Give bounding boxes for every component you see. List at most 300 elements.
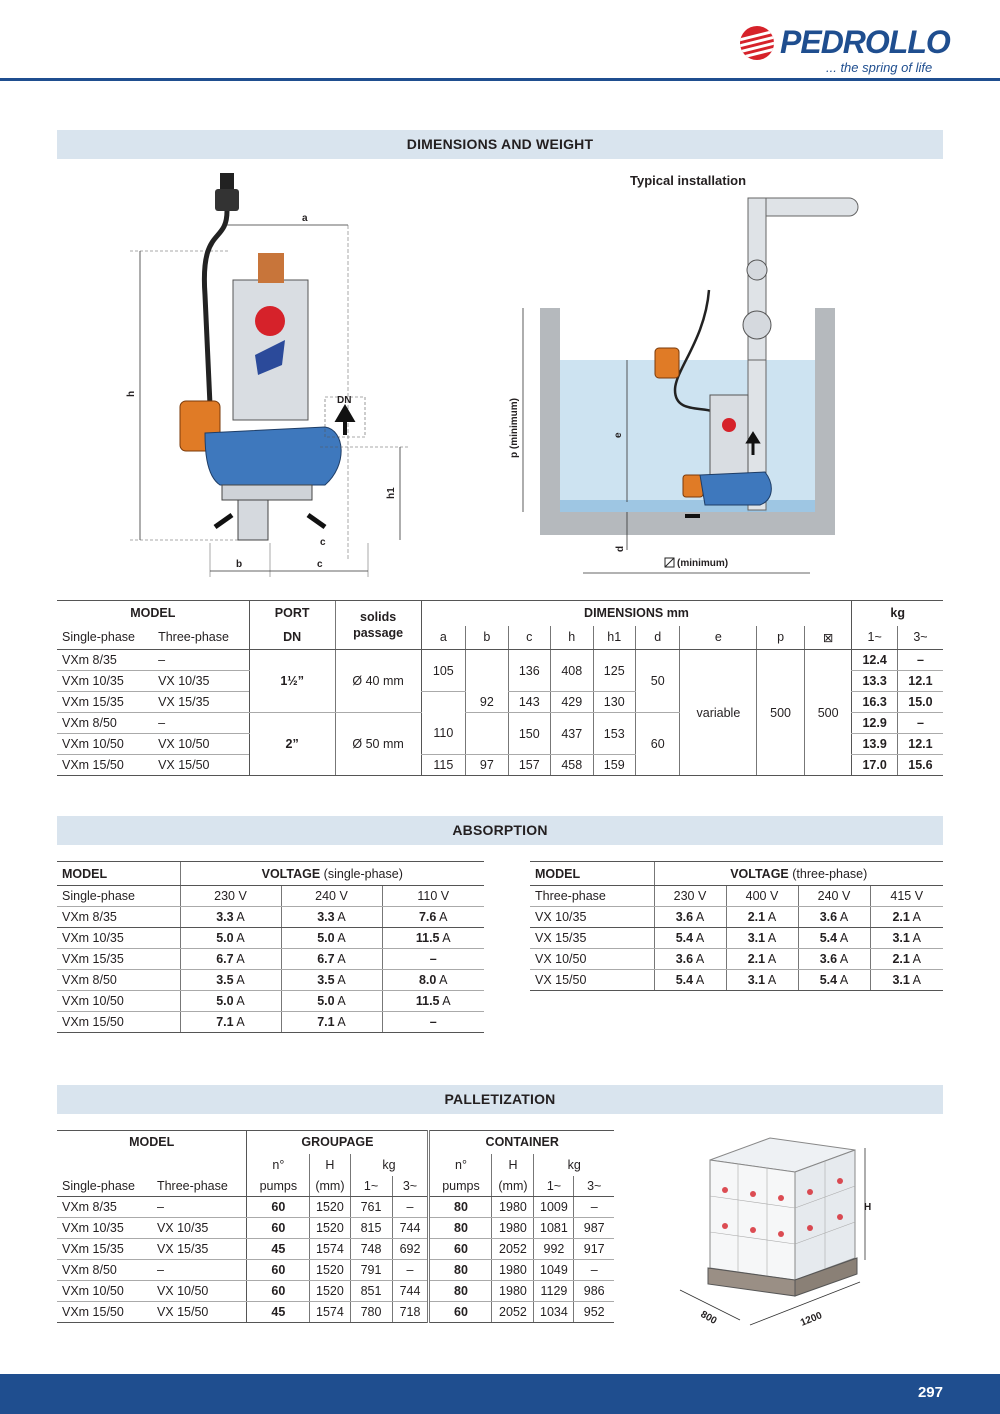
current-cell — [798, 907, 870, 928]
model-three: VX 10/35 — [153, 671, 249, 692]
current-value: 3.6 — [675, 910, 694, 924]
header-groupage: GROUPAGE — [247, 1131, 429, 1154]
current-cell — [180, 1012, 281, 1033]
current-cell — [281, 991, 382, 1012]
current-value: 11.5 — [415, 994, 440, 1008]
current-value: 2.1 — [892, 952, 910, 966]
dim-h1: 153 — [593, 713, 635, 755]
container-value: 917 — [574, 1239, 614, 1260]
table-row — [57, 1260, 614, 1281]
weight-1: 17.0 — [852, 755, 898, 776]
current-value: 3.1 — [747, 931, 766, 945]
voltage-col: 240 V — [281, 886, 382, 907]
container-value: 992 — [534, 1239, 574, 1260]
current-cell — [654, 907, 726, 928]
current-unit: A — [439, 910, 448, 924]
header-n: n° — [247, 1154, 310, 1176]
model: VX 10/50 — [530, 949, 654, 970]
container-value: 60 — [429, 1239, 492, 1260]
container-value: 80 — [429, 1260, 492, 1281]
groupage-value: – — [392, 1197, 429, 1218]
col-a: a — [421, 626, 466, 650]
model: VX 10/35 — [530, 907, 654, 928]
page-number: 297 — [917, 1384, 943, 1401]
dim-c: 136 — [508, 650, 550, 692]
current-unit: A — [337, 910, 346, 924]
current-value: 5.0 — [216, 931, 234, 945]
groupage-value: – — [392, 1260, 429, 1281]
current-value: 2.1 — [892, 910, 910, 924]
current-value: 3.1 — [892, 973, 910, 987]
weight-3: 15.0 — [897, 692, 943, 713]
dim-b: 97 — [466, 755, 508, 776]
current-value: 2.1 — [747, 910, 766, 924]
header-kg-1: 1~ — [534, 1176, 574, 1197]
current-value: 7.6 — [418, 910, 437, 924]
current-unit: A — [439, 973, 448, 987]
model-single: VXm 15/35 — [57, 1239, 152, 1260]
groupage-value: 1574 — [310, 1302, 350, 1323]
dim-e: variable — [680, 650, 757, 776]
current-value: 6.7 — [216, 952, 234, 966]
current-unit: A — [912, 931, 922, 945]
weight-3: 15.6 — [897, 755, 943, 776]
model-single: VXm 15/50 — [57, 1302, 152, 1323]
dim-c: 157 — [508, 755, 550, 776]
current-unit: A — [236, 952, 245, 966]
model: VX 15/35 — [530, 928, 654, 949]
header-model: MODEL — [57, 601, 249, 626]
header-port: PORT — [249, 601, 335, 626]
current-cell — [798, 928, 870, 949]
current-value: 6.7 — [317, 952, 335, 966]
footer-bar — [0, 1374, 1000, 1414]
table-row — [57, 970, 484, 991]
header-voltage-label: VOLTAGE — [730, 866, 789, 881]
model-single: VXm 8/35 — [57, 1197, 152, 1218]
dim-label-h1: h1 — [386, 487, 397, 499]
dim-label-b: b — [236, 559, 243, 570]
table-row — [57, 949, 484, 970]
dim-d: 50 — [635, 650, 680, 713]
pump-dimension-drawing — [120, 165, 420, 585]
pallet-height-label: H — [864, 1202, 872, 1213]
dim-label-d: d — [615, 545, 626, 552]
header-pumps: pumps — [247, 1176, 310, 1197]
table-row — [57, 1218, 614, 1239]
groupage-value: 744 — [392, 1281, 429, 1302]
current-unit: A — [767, 910, 777, 924]
typical-installation-drawing — [505, 190, 875, 580]
current-unit: A — [337, 931, 346, 945]
current-unit: A — [839, 952, 849, 966]
dim-d: 60 — [635, 713, 680, 776]
groupage-value: 45 — [247, 1302, 310, 1323]
container-value: 1049 — [534, 1260, 574, 1281]
current-cell — [726, 928, 798, 949]
model-three: – — [152, 1197, 247, 1218]
absorption-single-rows — [57, 907, 484, 1033]
current-value: 3.6 — [675, 952, 694, 966]
current-value: – — [382, 949, 484, 970]
container-value: 80 — [429, 1281, 492, 1302]
weight-1: 12.4 — [852, 650, 898, 671]
current-cell — [180, 907, 281, 928]
model-three: – — [153, 650, 249, 671]
header-dn: DN — [249, 626, 335, 650]
groupage-value: 60 — [247, 1197, 310, 1218]
header-rule — [0, 78, 1000, 81]
container-value: 986 — [574, 1281, 614, 1302]
current-unit: A — [337, 1015, 346, 1029]
current-cell — [281, 907, 382, 928]
current-unit: A — [236, 973, 245, 987]
current-unit: A — [337, 952, 346, 966]
col-kg-3: 3~ — [897, 626, 943, 650]
brand-name: PEDROLLO — [780, 24, 950, 60]
groupage-value: 791 — [350, 1260, 392, 1281]
groupage-value: 744 — [392, 1218, 429, 1239]
table-row — [57, 1302, 614, 1323]
pedrollo-logo-mark — [740, 26, 774, 60]
col-h: h — [551, 626, 593, 650]
container-value: 1980 — [492, 1281, 534, 1302]
model-single: VXm 10/35 — [57, 671, 153, 692]
header-H: H — [492, 1154, 534, 1176]
model-single: VXm 15/50 — [57, 755, 153, 776]
groupage-value: 60 — [247, 1260, 310, 1281]
current-unit: A — [442, 931, 451, 945]
groupage-value: 1520 — [310, 1218, 350, 1239]
model: VXm 10/50 — [57, 991, 180, 1012]
section-title-absorption: ABSORPTION — [57, 816, 943, 845]
container-value: 2052 — [492, 1239, 534, 1260]
table-row — [530, 928, 943, 949]
container-value: 1034 — [534, 1302, 574, 1323]
table-row — [57, 1012, 484, 1033]
solids-passage: Ø 40 mm — [335, 650, 421, 713]
current-cell — [654, 949, 726, 970]
current-value: 5.0 — [317, 994, 335, 1008]
dim-label-square-min: (minimum) — [677, 558, 729, 569]
current-value: 3.5 — [216, 973, 234, 987]
header-model: MODEL — [57, 862, 180, 886]
model: VXm 15/35 — [57, 949, 180, 970]
container-value: 80 — [429, 1197, 492, 1218]
current-value: 3.3 — [216, 910, 234, 924]
header-n: n° — [429, 1154, 492, 1176]
typical-installation-title: Typical installation — [630, 173, 747, 188]
pedrollo-logo — [740, 20, 950, 76]
col-e: e — [680, 626, 757, 650]
header-pumps: pumps — [429, 1176, 492, 1197]
palletization-rows — [57, 1197, 614, 1323]
header-model: MODEL — [530, 862, 654, 886]
groupage-value: 1574 — [310, 1239, 350, 1260]
col-b: b — [466, 626, 508, 650]
current-cell — [281, 949, 382, 970]
model-single: VXm 10/50 — [57, 734, 153, 755]
weight-3: – — [897, 713, 943, 734]
container-value: 1980 — [492, 1197, 534, 1218]
header-three-phase: Three-phase — [153, 626, 249, 650]
header-kg: kg — [350, 1154, 429, 1176]
current-cell — [281, 970, 382, 991]
weight-3: 12.1 — [897, 734, 943, 755]
model-three: – — [152, 1260, 247, 1281]
pallet-length-label: 1200 — [799, 1310, 824, 1329]
table-row — [57, 907, 484, 928]
dim-h: 408 — [551, 650, 593, 692]
header-single-phase: Single-phase — [57, 1176, 152, 1197]
current-cell — [798, 970, 870, 991]
dim-a: 105 — [421, 650, 466, 692]
voltage-col: 240 V — [798, 886, 870, 907]
model-single: VXm 10/35 — [57, 1218, 152, 1239]
voltage-col: 400 V — [726, 886, 798, 907]
model-single: VXm 8/50 — [57, 1260, 152, 1281]
dim-label-a: a — [302, 213, 308, 224]
current-cell — [382, 907, 484, 928]
groupage-value: 692 — [392, 1239, 429, 1260]
pallet-illustration — [670, 1130, 890, 1345]
header-three-phase: Three-phase — [152, 1176, 247, 1197]
voltage-col: 230 V — [180, 886, 281, 907]
model-single: VXm 15/35 — [57, 692, 153, 713]
header-phase: Single-phase — [57, 886, 180, 907]
current-unit: A — [912, 973, 922, 987]
model-three: VX 10/35 — [152, 1218, 247, 1239]
header-mm: (mm) — [492, 1176, 534, 1197]
current-unit: A — [695, 952, 705, 966]
solids-passage: Ø 50 mm — [335, 713, 421, 776]
dim-square: 500 — [804, 650, 852, 776]
container-value: 1009 — [534, 1197, 574, 1218]
table-row — [530, 907, 943, 928]
header-kg-3: 3~ — [574, 1176, 614, 1197]
container-value: 60 — [429, 1302, 492, 1323]
dim-b: 92 — [466, 692, 508, 713]
current-value: – — [382, 1012, 484, 1033]
current-unit: A — [839, 973, 849, 987]
port-dn: 1½” — [249, 650, 335, 713]
voltage-col: 110 V — [382, 886, 484, 907]
col-c: c — [508, 626, 550, 650]
model-three: VX 15/50 — [152, 1302, 247, 1323]
header-voltage-note: (three-phase) — [792, 866, 868, 881]
pallet-width-label: 800 — [698, 1309, 719, 1327]
current-cell — [281, 928, 382, 949]
groupage-value: 718 — [392, 1302, 429, 1323]
dimensions-table — [57, 600, 943, 776]
current-cell — [726, 907, 798, 928]
current-unit: A — [767, 931, 777, 945]
groupage-value: 60 — [247, 1281, 310, 1302]
groupage-value: 780 — [350, 1302, 392, 1323]
dim-label-c-small: c — [320, 537, 326, 548]
current-cell — [870, 907, 943, 928]
groupage-value: 815 — [350, 1218, 392, 1239]
current-unit: A — [236, 931, 245, 945]
dim-label-p: p (minimum) — [509, 398, 520, 458]
dim-label-c: c — [317, 559, 323, 570]
current-cell — [382, 970, 484, 991]
header-phase: Three-phase — [530, 886, 654, 907]
model: VXm 10/35 — [57, 928, 180, 949]
groupage-value: 1520 — [310, 1281, 350, 1302]
palletization-table — [57, 1130, 614, 1323]
current-cell — [870, 949, 943, 970]
container-value: 80 — [429, 1218, 492, 1239]
weight-3: 12.1 — [897, 671, 943, 692]
inlet-arrow-icon — [308, 515, 325, 527]
pump-volute — [205, 427, 341, 485]
current-cell — [798, 949, 870, 970]
dim-h: 437 — [551, 713, 593, 755]
current-unit: A — [337, 994, 346, 1008]
current-unit: A — [442, 994, 451, 1008]
model: VXm 8/50 — [57, 970, 180, 991]
header-voltage — [180, 862, 484, 886]
header-solids-passage: solids passage — [335, 601, 421, 650]
model-three: VX 10/50 — [153, 734, 249, 755]
model-three: VX 10/50 — [152, 1281, 247, 1302]
table-row — [57, 1281, 614, 1302]
container-value: – — [574, 1197, 614, 1218]
current-cell — [654, 928, 726, 949]
current-unit: A — [695, 931, 705, 945]
table-row — [57, 1239, 614, 1260]
header-kg: kg — [852, 601, 943, 626]
model-single: VXm 10/50 — [57, 1281, 152, 1302]
current-value: 7.1 — [317, 1015, 335, 1029]
header-H: H — [310, 1154, 350, 1176]
header-kg-3: 3~ — [392, 1176, 429, 1197]
col-p: p — [757, 626, 805, 650]
current-unit: A — [767, 952, 777, 966]
dim-c: 143 — [508, 692, 550, 713]
current-unit: A — [912, 910, 922, 924]
col-h1: h1 — [593, 626, 635, 650]
col-kg-1: 1~ — [852, 626, 898, 650]
current-cell — [870, 928, 943, 949]
current-unit: A — [695, 910, 705, 924]
dim-label-dn: DN — [337, 395, 352, 406]
model-three: VX 15/35 — [152, 1239, 247, 1260]
section-title-dimensions: DIMENSIONS AND WEIGHT — [57, 130, 943, 159]
dim-c: 150 — [508, 713, 550, 755]
brand-tagline: ... the spring of life — [826, 60, 933, 75]
current-value: 3.6 — [819, 952, 838, 966]
groupage-value: 1520 — [310, 1197, 350, 1218]
header-kg: kg — [534, 1154, 614, 1176]
header-voltage-label: VOLTAGE — [261, 866, 321, 881]
port-dn: 2” — [249, 713, 335, 776]
dim-a: 110 — [421, 713, 466, 755]
container-value: 1980 — [492, 1260, 534, 1281]
container-value: 987 — [574, 1218, 614, 1239]
header-kg-1: 1~ — [350, 1176, 392, 1197]
current-cell — [180, 928, 281, 949]
container-value: 952 — [574, 1302, 614, 1323]
current-unit: A — [236, 1015, 245, 1029]
weight-1: 13.9 — [852, 734, 898, 755]
current-unit: A — [695, 973, 705, 987]
current-value: 7.1 — [216, 1015, 234, 1029]
model-single: VXm 8/50 — [57, 713, 153, 734]
current-value: 5.4 — [675, 973, 694, 987]
model: VXm 15/50 — [57, 1012, 180, 1033]
current-cell — [870, 970, 943, 991]
table-row — [57, 991, 484, 1012]
dim-h: 458 — [551, 755, 593, 776]
plug-icon — [220, 173, 234, 191]
absorption-three-rows — [530, 907, 943, 991]
current-cell — [382, 991, 484, 1012]
current-value: 5.4 — [819, 931, 838, 945]
section-title-palletization: PALLETIZATION — [57, 1085, 943, 1114]
col-square: ⊠ — [804, 626, 852, 650]
model: VXm 8/35 — [57, 907, 180, 928]
voltage-col: 230 V — [654, 886, 726, 907]
current-cell — [654, 970, 726, 991]
current-unit: A — [912, 952, 922, 966]
groupage-value: 45 — [247, 1239, 310, 1260]
current-unit: A — [236, 994, 245, 1008]
container-value: 1980 — [492, 1218, 534, 1239]
current-value: 5.4 — [675, 931, 694, 945]
dim-a: 115 — [421, 755, 466, 776]
current-unit: A — [337, 973, 346, 987]
current-unit: A — [839, 910, 849, 924]
table-row — [530, 949, 943, 970]
container-value: 1129 — [534, 1281, 574, 1302]
current-cell — [180, 970, 281, 991]
absorption-three-phase-table — [530, 861, 943, 991]
current-unit: A — [767, 973, 777, 987]
container-value: 1081 — [534, 1218, 574, 1239]
container-value: 2052 — [492, 1302, 534, 1323]
weight-3: – — [897, 650, 943, 671]
current-value: 5.0 — [317, 931, 335, 945]
dim-label-h: h — [126, 390, 137, 397]
model-three: VX 15/50 — [153, 755, 249, 776]
header-voltage-note: (single-phase) — [323, 866, 403, 881]
weight-1: 16.3 — [852, 692, 898, 713]
header-voltage — [654, 862, 943, 886]
header-model: MODEL — [57, 1131, 247, 1154]
current-value: 3.6 — [819, 910, 838, 924]
current-cell — [382, 928, 484, 949]
absorption-single-phase-table — [57, 861, 484, 1033]
header-container: CONTAINER — [429, 1131, 614, 1154]
current-cell — [180, 949, 281, 970]
current-cell — [726, 949, 798, 970]
container-value: – — [574, 1260, 614, 1281]
current-cell — [281, 1012, 382, 1033]
groupage-value: 60 — [247, 1218, 310, 1239]
dim-h: 429 — [551, 692, 593, 713]
header-single-phase: Single-phase — [57, 626, 153, 650]
model-single: VXm 8/35 — [57, 650, 153, 671]
current-value: 3.5 — [317, 973, 335, 987]
current-value: 8.0 — [418, 973, 437, 987]
current-cell — [726, 970, 798, 991]
groupage-value: 761 — [350, 1197, 392, 1218]
current-cell — [180, 991, 281, 1012]
table-row — [57, 928, 484, 949]
current-value: 2.1 — [747, 952, 766, 966]
